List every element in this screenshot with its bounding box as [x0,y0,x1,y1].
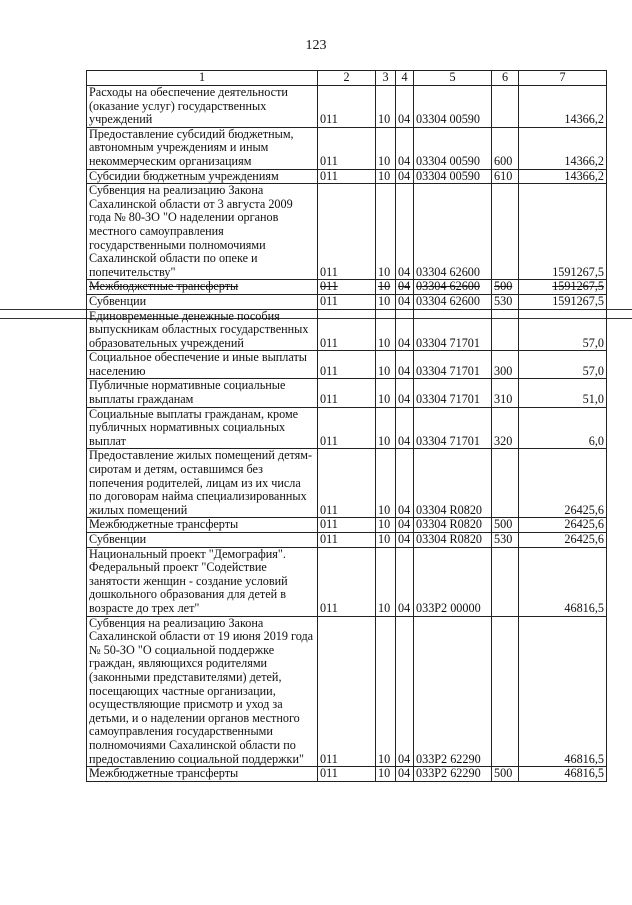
expense-type-cell [492,449,519,518]
section-code-cell: 10 [376,379,396,407]
page-number: 123 [305,38,327,53]
expense-type-cell: 500 [492,280,519,295]
ministry-code-cell: 011 [318,547,376,616]
expense-type-cell: 530 [492,533,519,548]
header-cell: 7 [519,71,607,86]
section-code-cell: 10 [376,407,396,449]
subsection-code-cell: 04 [396,518,414,533]
ministry-code-cell: 011 [318,127,376,169]
row-name-cell: Единовременные денежные пособия выпускникам областных государственных образовательных учреждений [87,309,318,351]
section-code-cell: 10 [376,616,396,767]
ministry-code-cell: 011 [318,86,376,128]
target-article-cell: 03304 62600 [414,280,492,295]
subsection-code-cell: 04 [396,351,414,379]
subsection-code-cell: 04 [396,309,414,351]
table-row [87,127,607,169]
table-row [87,449,607,518]
subsection-code-cell: 04 [396,169,414,184]
header-cell: 1 [87,71,318,86]
expense-type-cell: 300 [492,351,519,379]
section-code-cell: 10 [376,767,396,782]
ministry-code-cell: 011 [318,518,376,533]
amount-cell: 26425,6 [519,449,607,518]
section-code-cell: 10 [376,351,396,379]
target-article-cell: 033P2 00000 [414,547,492,616]
ministry-code-cell: 011 [318,184,376,280]
expense-type-cell: 610 [492,169,519,184]
amount-cell: 6,0 [519,407,607,449]
ministry-code-cell: 011 [318,407,376,449]
row-name-cell: Предоставление субсидий бюджетным, автономным учреждениям и иным некоммерческим организациям [87,127,318,169]
expense-type-cell: 500 [492,518,519,533]
header-row [87,71,607,86]
ministry-code-cell: 011 [318,533,376,548]
table-row [87,379,607,407]
target-article-cell: 03304 R0820 [414,533,492,548]
section-code-cell: 10 [376,169,396,184]
amount-cell: 26425,6 [519,533,607,548]
target-article-cell: 03304 00590 [414,86,492,128]
ministry-code-cell: 011 [318,351,376,379]
row-name-cell: Субвенции [87,533,318,548]
expense-type-cell: 600 [492,127,519,169]
target-article-cell: 033P2 62290 [414,767,492,782]
amount-cell: 46816,5 [519,767,607,782]
amount-cell: 1591267,5 [519,280,607,295]
ministry-code-cell: 011 [318,169,376,184]
amount-cell: 46816,5 [519,616,607,767]
amount-cell: 1591267,5 [519,184,607,280]
ministry-code-cell: 011 [318,767,376,782]
subsection-code-cell: 04 [396,449,414,518]
header-cell: 5 [414,71,492,86]
row-name-cell: Межбюджетные трансферты [87,518,318,533]
table-row [87,309,607,351]
row-name-cell: Предоставление жилых помещений детям-сиротам и детям, оставшимся без попечения родителей, лицам из их числа по договорам найма специализированных жилых помещений [87,449,318,518]
amount-cell: 14366,2 [519,169,607,184]
subsection-code-cell: 04 [396,280,414,295]
table-row [87,407,607,449]
section-code-cell: 10 [376,309,396,351]
section-code-cell: 10 [376,294,396,309]
section-code-cell: 10 [376,449,396,518]
section-code-cell: 10 [376,127,396,169]
table-row [87,280,607,295]
table-row [87,294,607,309]
subsection-code-cell: 04 [396,533,414,548]
subsection-code-cell: 04 [396,127,414,169]
subsection-code-cell: 04 [396,184,414,280]
expense-type-cell [492,547,519,616]
row-name-cell: Расходы на обеспечение деятельности (оказание услуг) государственных учреждений [87,86,318,128]
expense-type-cell [492,184,519,280]
expense-type-cell [492,86,519,128]
amount-cell: 57,0 [519,309,607,351]
amount-cell: 26425,6 [519,518,607,533]
row-name-cell: Субвенция на реализацию Закона Сахалинской области от 3 августа 2009 года № 80-ЗО "О наделении органов местного самоуправления государственными полномочиями Сахалинской области по опеке и попечительству" [87,184,318,280]
row-name-cell: Субвенция на реализацию Закона Сахалинской области от 19 июня 2019 года № 50-ЗО "О социальной поддержке граждан, являющихся родителями (законными представителями) детей, посещающих частные организации, осуществляющие присмотр и уход за детьми, и о наделении органов местного самоуправления государственными полномочиями Сахалинской области по предоставлению социальной поддержки" [87,616,318,767]
row-name-cell: Субсидии бюджетным учреждениям [87,169,318,184]
header-cell: 3 [376,71,396,86]
expense-type-cell: 310 [492,379,519,407]
amount-cell: 14366,2 [519,86,607,128]
subsection-code-cell: 04 [396,547,414,616]
row-name-cell: Публичные нормативные социальные выплаты гражданам [87,379,318,407]
target-article-cell: 033P2 62290 [414,616,492,767]
header-cell: 2 [318,71,376,86]
subsection-code-cell: 04 [396,294,414,309]
row-name-cell: Субвенции [87,294,318,309]
target-article-cell: 03304 71701 [414,351,492,379]
ministry-code-cell: 011 [318,449,376,518]
expense-type-cell: 320 [492,407,519,449]
table-row [87,547,607,616]
table-row [87,767,607,782]
amount-cell: 1591267,5 [519,294,607,309]
target-article-cell: 03304 R0820 [414,449,492,518]
table-row [87,184,607,280]
section-code-cell: 10 [376,280,396,295]
row-name-cell: Межбюджетные трансферты [87,280,318,295]
section-code-cell: 10 [376,184,396,280]
row-name-cell: Социальное обеспечение и иные выплаты населению [87,351,318,379]
table-row [87,518,607,533]
expense-type-cell [492,616,519,767]
ministry-code-cell: 011 [318,294,376,309]
row-name-cell: Межбюджетные трансферты [87,767,318,782]
budget-table [86,70,607,782]
expense-type-cell: 500 [492,767,519,782]
ministry-code-cell: 011 [318,616,376,767]
subsection-code-cell: 04 [396,616,414,767]
header-cell: 4 [396,71,414,86]
subsection-code-cell: 04 [396,86,414,128]
target-article-cell: 03304 62600 [414,184,492,280]
ministry-code-cell: 011 [318,280,376,295]
expense-type-cell [492,309,519,351]
target-article-cell: 03304 00590 [414,169,492,184]
section-code-cell: 10 [376,86,396,128]
subsection-code-cell: 04 [396,407,414,449]
table-row [87,169,607,184]
amount-cell: 14366,2 [519,127,607,169]
target-article-cell: 03304 62600 [414,294,492,309]
table-body [87,71,607,782]
target-article-cell: 03304 71701 [414,309,492,351]
target-article-cell: 03304 R0820 [414,518,492,533]
row-name-cell: Социальные выплаты гражданам, кроме публичных нормативных социальных выплат [87,407,318,449]
table-row [87,533,607,548]
amount-cell: 57,0 [519,351,607,379]
amount-cell: 46816,5 [519,547,607,616]
ministry-code-cell: 011 [318,309,376,351]
target-article-cell: 03304 71701 [414,379,492,407]
table-row [87,86,607,128]
amount-cell: 51,0 [519,379,607,407]
header-cell: 6 [492,71,519,86]
target-article-cell: 03304 00590 [414,127,492,169]
target-article-cell: 03304 71701 [414,407,492,449]
subsection-code-cell: 04 [396,767,414,782]
row-name-cell: Национальный проект "Демография". Федеральный проект "Содействие занятости женщин - создание условий дошкольного образования для детей в возрасте до трех лет" [87,547,318,616]
ministry-code-cell: 011 [318,379,376,407]
table-row [87,351,607,379]
subsection-code-cell: 04 [396,379,414,407]
section-code-cell: 10 [376,533,396,548]
section-code-cell: 10 [376,518,396,533]
table-row [87,616,607,767]
section-code-cell: 10 [376,547,396,616]
expense-type-cell: 530 [492,294,519,309]
